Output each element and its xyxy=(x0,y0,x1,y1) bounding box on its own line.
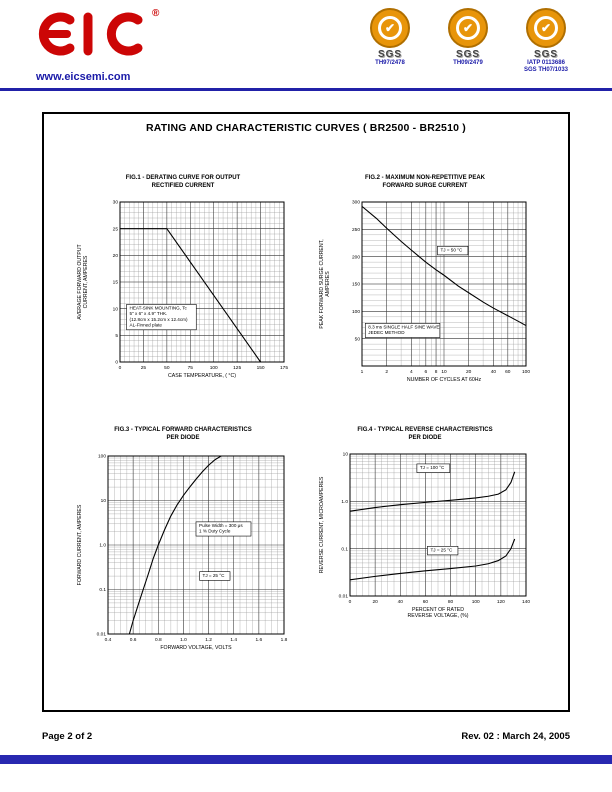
fig3-title-line2: PER DIODE xyxy=(166,435,200,441)
svg-text:20: 20 xyxy=(466,370,472,375)
svg-text:TJ = 100 °C: TJ = 100 °C xyxy=(419,465,445,471)
svg-text:HEAT-SINK MOUNTING, Tc: HEAT-SINK MOUNTING, Tc xyxy=(129,305,187,311)
svg-text:250: 250 xyxy=(351,228,360,234)
eic-logo-icon xyxy=(34,8,152,60)
eic-logo xyxy=(34,8,184,66)
svg-text:PERCENT OF RATED: PERCENT OF RATED xyxy=(412,607,464,613)
svg-text:100: 100 xyxy=(521,370,531,375)
fig4-chart xyxy=(316,446,534,634)
svg-text:1.0: 1.0 xyxy=(341,500,348,506)
badge-cert-number: IATP 0113686 xyxy=(527,60,565,66)
svg-text:125: 125 xyxy=(233,366,242,371)
fig2-title-line2: FORWARD SURGE CURRENT xyxy=(382,183,468,189)
fig2-chart xyxy=(316,194,534,396)
badge-cert-number: TH09/2479 xyxy=(453,60,483,66)
svg-text:FORWARD CURRENT, AMPERES: FORWARD CURRENT, AMPERES xyxy=(77,504,83,586)
fig2-title-line1: FIG.2 - MAXIMUM NON-REPETITIVE PEAK xyxy=(364,175,485,181)
sgs-label: SGS xyxy=(377,49,403,60)
svg-text:0.1: 0.1 xyxy=(341,547,348,553)
svg-text:0.01: 0.01 xyxy=(96,632,106,638)
svg-text:FORWARD VOLTAGE, VOLTS: FORWARD VOLTAGE, VOLTS xyxy=(160,645,232,651)
svg-text:200: 200 xyxy=(351,255,360,261)
fig4-title-line1: FIG.4 - TYPICAL REVERSE CHARACTERISTICS xyxy=(357,427,493,433)
medal-icon xyxy=(526,8,566,48)
certification-badge xyxy=(358,8,422,74)
svg-text:140: 140 xyxy=(521,600,531,605)
svg-text:100: 100 xyxy=(209,366,218,371)
svg-text:0: 0 xyxy=(118,366,122,371)
svg-text:TJ = 50 °C: TJ = 50 °C xyxy=(440,247,463,253)
svg-text:40: 40 xyxy=(490,370,497,375)
svg-text:6: 6 xyxy=(424,370,428,375)
svg-text:0.1: 0.1 xyxy=(99,588,106,594)
svg-text:150: 150 xyxy=(351,282,360,288)
svg-text:TJ = 25 °C: TJ = 25 °C xyxy=(430,547,453,553)
svg-text:1.0: 1.0 xyxy=(180,638,187,643)
svg-text:15: 15 xyxy=(112,280,118,286)
svg-text:5" x 6" x 4.9" THK.: 5" x 6" x 4.9" THK. xyxy=(129,311,168,317)
page-title: RATING AND CHARACTERISTIC CURVES ( BR2500 - BR2510 ) xyxy=(145,122,466,134)
svg-text:PEAK FORWARD SURGE CURRENT,: PEAK FORWARD SURGE CURRENT, xyxy=(319,239,325,329)
svg-text:60: 60 xyxy=(505,370,511,375)
fig1-title-line1: FIG.1 - DERATING CURVE FOR OUTPUT xyxy=(125,175,241,181)
svg-text:AL-Finned plate: AL-Finned plate xyxy=(129,322,162,328)
svg-text:1.2: 1.2 xyxy=(205,638,212,643)
svg-text:4: 4 xyxy=(410,370,413,375)
svg-text:100: 100 xyxy=(351,310,360,316)
svg-text:5: 5 xyxy=(115,334,118,340)
svg-text:CASE TEMPERATURE, ( °C): CASE TEMPERATURE, ( °C) xyxy=(168,373,236,379)
fig4-title-line2: PER DIODE xyxy=(408,435,442,441)
badge-cert-number: TH97/2478 xyxy=(375,60,405,66)
footer-bar xyxy=(0,755,612,764)
fig1-title xyxy=(74,174,292,190)
svg-text:50: 50 xyxy=(164,366,170,371)
svg-text:75: 75 xyxy=(187,366,193,371)
svg-text:50: 50 xyxy=(354,337,360,343)
sgs-label: SGS xyxy=(455,49,481,60)
fig1-title-line2: RECTIFIED CURRENT xyxy=(151,183,215,189)
svg-text:120: 120 xyxy=(496,600,505,605)
svg-text:1.6: 1.6 xyxy=(255,638,263,643)
svg-text:1.0: 1.0 xyxy=(99,543,106,549)
svg-text:150: 150 xyxy=(256,366,265,371)
header-divider xyxy=(0,88,612,91)
fig3-title-line1: FIG.3 - TYPICAL FORWARD CHARACTERISTICS xyxy=(114,427,252,433)
svg-text:10: 10 xyxy=(112,307,118,313)
svg-text:0: 0 xyxy=(115,360,118,366)
svg-text:25: 25 xyxy=(112,227,118,233)
certification-badge xyxy=(514,8,578,74)
footer-revision: Rev. 02 : March 24, 2005 xyxy=(461,731,570,742)
svg-text:(12.8cm x 15.2cm x 12.4cm): (12.8cm x 15.2cm x 12.4cm) xyxy=(129,316,188,322)
fig4-title xyxy=(316,426,534,442)
website-link[interactable]: www.eicsemi.com xyxy=(36,71,131,83)
svg-text:10: 10 xyxy=(342,452,348,458)
footer-page-number: Page 2 of 2 xyxy=(42,731,93,742)
svg-text:8: 8 xyxy=(434,370,438,375)
svg-text:1.8: 1.8 xyxy=(280,638,288,643)
registered-mark: ® xyxy=(152,8,160,19)
svg-text:300: 300 xyxy=(351,200,360,206)
svg-text:20: 20 xyxy=(112,254,118,260)
svg-text:1: 1 xyxy=(360,370,364,375)
svg-text:25: 25 xyxy=(140,366,147,371)
svg-text:2: 2 xyxy=(385,370,389,375)
fig2-title xyxy=(316,174,534,190)
svg-text:0.8: 0.8 xyxy=(154,638,162,643)
fig3-chart xyxy=(74,448,292,666)
svg-text:30: 30 xyxy=(112,200,118,206)
svg-text:1 % Duty Cycle: 1 % Duty Cycle xyxy=(199,528,231,534)
check-icon: ✔ xyxy=(384,21,396,35)
svg-text:0.01: 0.01 xyxy=(338,594,348,600)
check-icon: ✔ xyxy=(540,21,552,35)
certification-badge xyxy=(436,8,500,74)
svg-text:JEDEC METHOD: JEDEC METHOD xyxy=(368,330,405,336)
svg-text:AVERAGE FORWARD OUTPUT: AVERAGE FORWARD OUTPUT xyxy=(77,244,83,320)
svg-text:20: 20 xyxy=(372,600,378,605)
svg-text:0.4: 0.4 xyxy=(104,638,112,643)
svg-text:8.3 ms SINGLE HALF SINE WAVE: 8.3 ms SINGLE HALF SINE WAVE xyxy=(368,324,440,330)
medal-icon xyxy=(370,8,410,48)
svg-text:Pulse Width = 300 μs: Pulse Width = 300 μs xyxy=(199,523,243,529)
svg-text:TJ = 25 °C: TJ = 25 °C xyxy=(202,572,225,578)
page-footer xyxy=(42,731,570,742)
fig1-chart xyxy=(74,194,292,392)
svg-text:60: 60 xyxy=(422,600,429,605)
svg-text:100: 100 xyxy=(471,600,480,605)
svg-text:175: 175 xyxy=(279,366,289,371)
fig3-title xyxy=(74,426,292,442)
certification-badges xyxy=(358,8,578,74)
svg-text:CURRENT, AMPERES: CURRENT, AMPERES xyxy=(83,255,90,309)
svg-text:10: 10 xyxy=(441,370,447,375)
svg-text:0: 0 xyxy=(348,600,352,605)
svg-text:NUMBER OF CYCLES AT 60Hz: NUMBER OF CYCLES AT 60Hz xyxy=(406,377,482,383)
svg-text:AMPERES: AMPERES xyxy=(325,271,332,297)
svg-text:80: 80 xyxy=(447,600,454,605)
badge-cert-number: SGS TH07/1033 xyxy=(523,67,569,73)
svg-text:100: 100 xyxy=(97,454,106,460)
svg-text:10: 10 xyxy=(100,499,106,505)
svg-text:0.6: 0.6 xyxy=(129,638,137,643)
check-icon: ✔ xyxy=(462,21,474,35)
svg-text:40: 40 xyxy=(397,600,403,605)
svg-text:REVERSE VOLTAGE, (%): REVERSE VOLTAGE, (%) xyxy=(407,613,469,620)
svg-text:1.4: 1.4 xyxy=(230,638,238,643)
sgs-label: SGS xyxy=(533,49,559,60)
curves-panel xyxy=(42,112,570,712)
svg-text:REVERSE CURRENT, MICROAMPERES: REVERSE CURRENT, MICROAMPERES xyxy=(319,476,325,574)
medal-icon xyxy=(448,8,488,48)
